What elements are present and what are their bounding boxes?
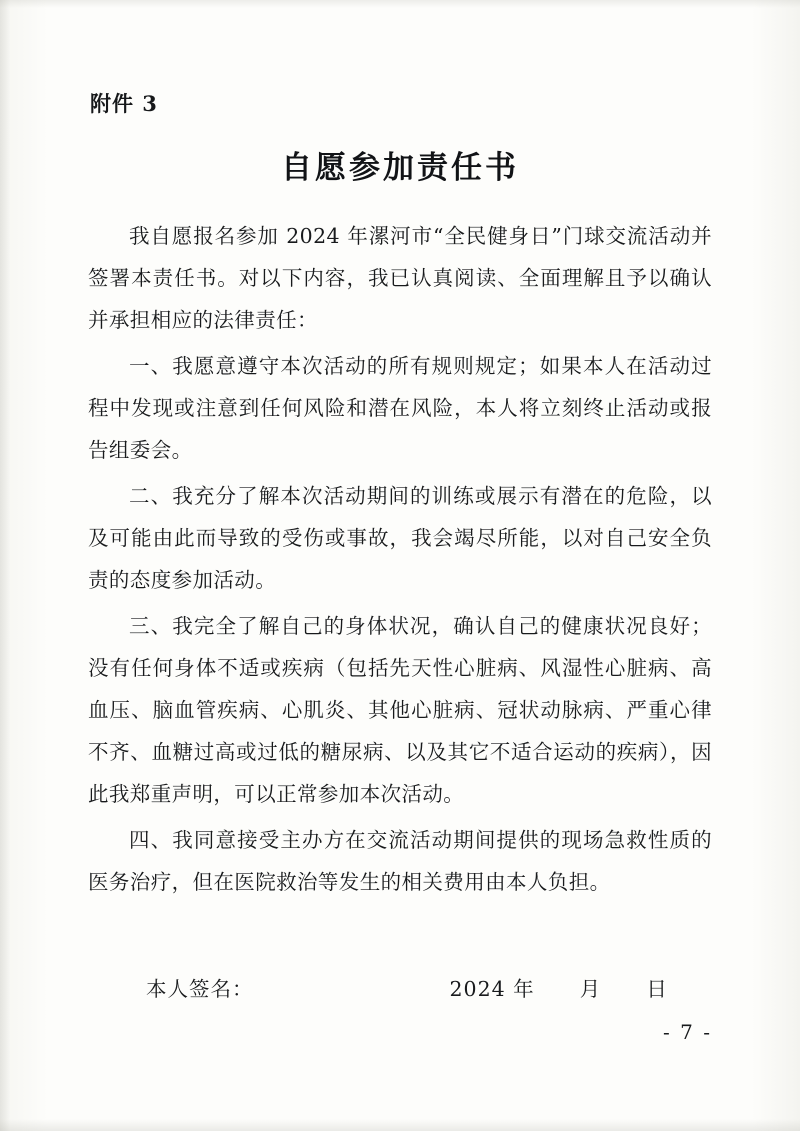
paragraph-clause-four: 四、我同意接受主办方在交流活动期间提供的现场急救性质的医务治疗，但在医院救治等发生的相关费用由本人负担。 [88,828,712,894]
page-title: 自愿参加责任书 [281,150,519,186]
paragraph-intro: 我自愿报名参加 2024 年漯河市“全民健身日”门球交流活动并签署本责任书。对以下内容，我已认真阅读、全面理解且予以确认并承担相应的法律责任： [88,224,712,332]
document-content-area [88,88,712,1048]
signature-row [146,972,712,1002]
document-body [88,215,712,903]
page-edge-shadow-bottom [0,1119,800,1131]
paragraph-clause-three: 三、我完全了解自己的身体状况，确认自己的健康状况良好；没有任何身体不适或疾病（包括先天性心脏病、风湿性心脏病、高血压、脑血管疾病、心肌炎、其他心脏病、冠状动脉病、严重心律不齐、血糖过高或过低的糖尿病、以及其它不适合运动的疾病），因此我郑重声明，可以正常参加本次活动。 [88,614,712,806]
page-edge-shadow-left [0,0,10,1131]
attachment-label: 附件 3 [90,91,158,116]
page-number: - 7 - [663,1020,712,1044]
paragraph-clause-two: 二、我充分了解本次活动期间的训练或展示有潜在的危险，以及可能由此而导致的受伤或事故，我会竭尽所能，以对自己安全负责的态度参加活动。 [88,484,712,592]
paragraph-clause-one: 一、我愿意遵守本次活动的所有规则规定；如果本人在活动过程中发现或注意到任何风险和潜在风险，本人将立刻终止活动或报告组委会。 [88,354,712,462]
signature-name-label: 本人签名： [146,977,254,1001]
signature-date-label: 2024 年 月 日 [449,977,668,1001]
page-edge-shadow-top [0,0,800,8]
